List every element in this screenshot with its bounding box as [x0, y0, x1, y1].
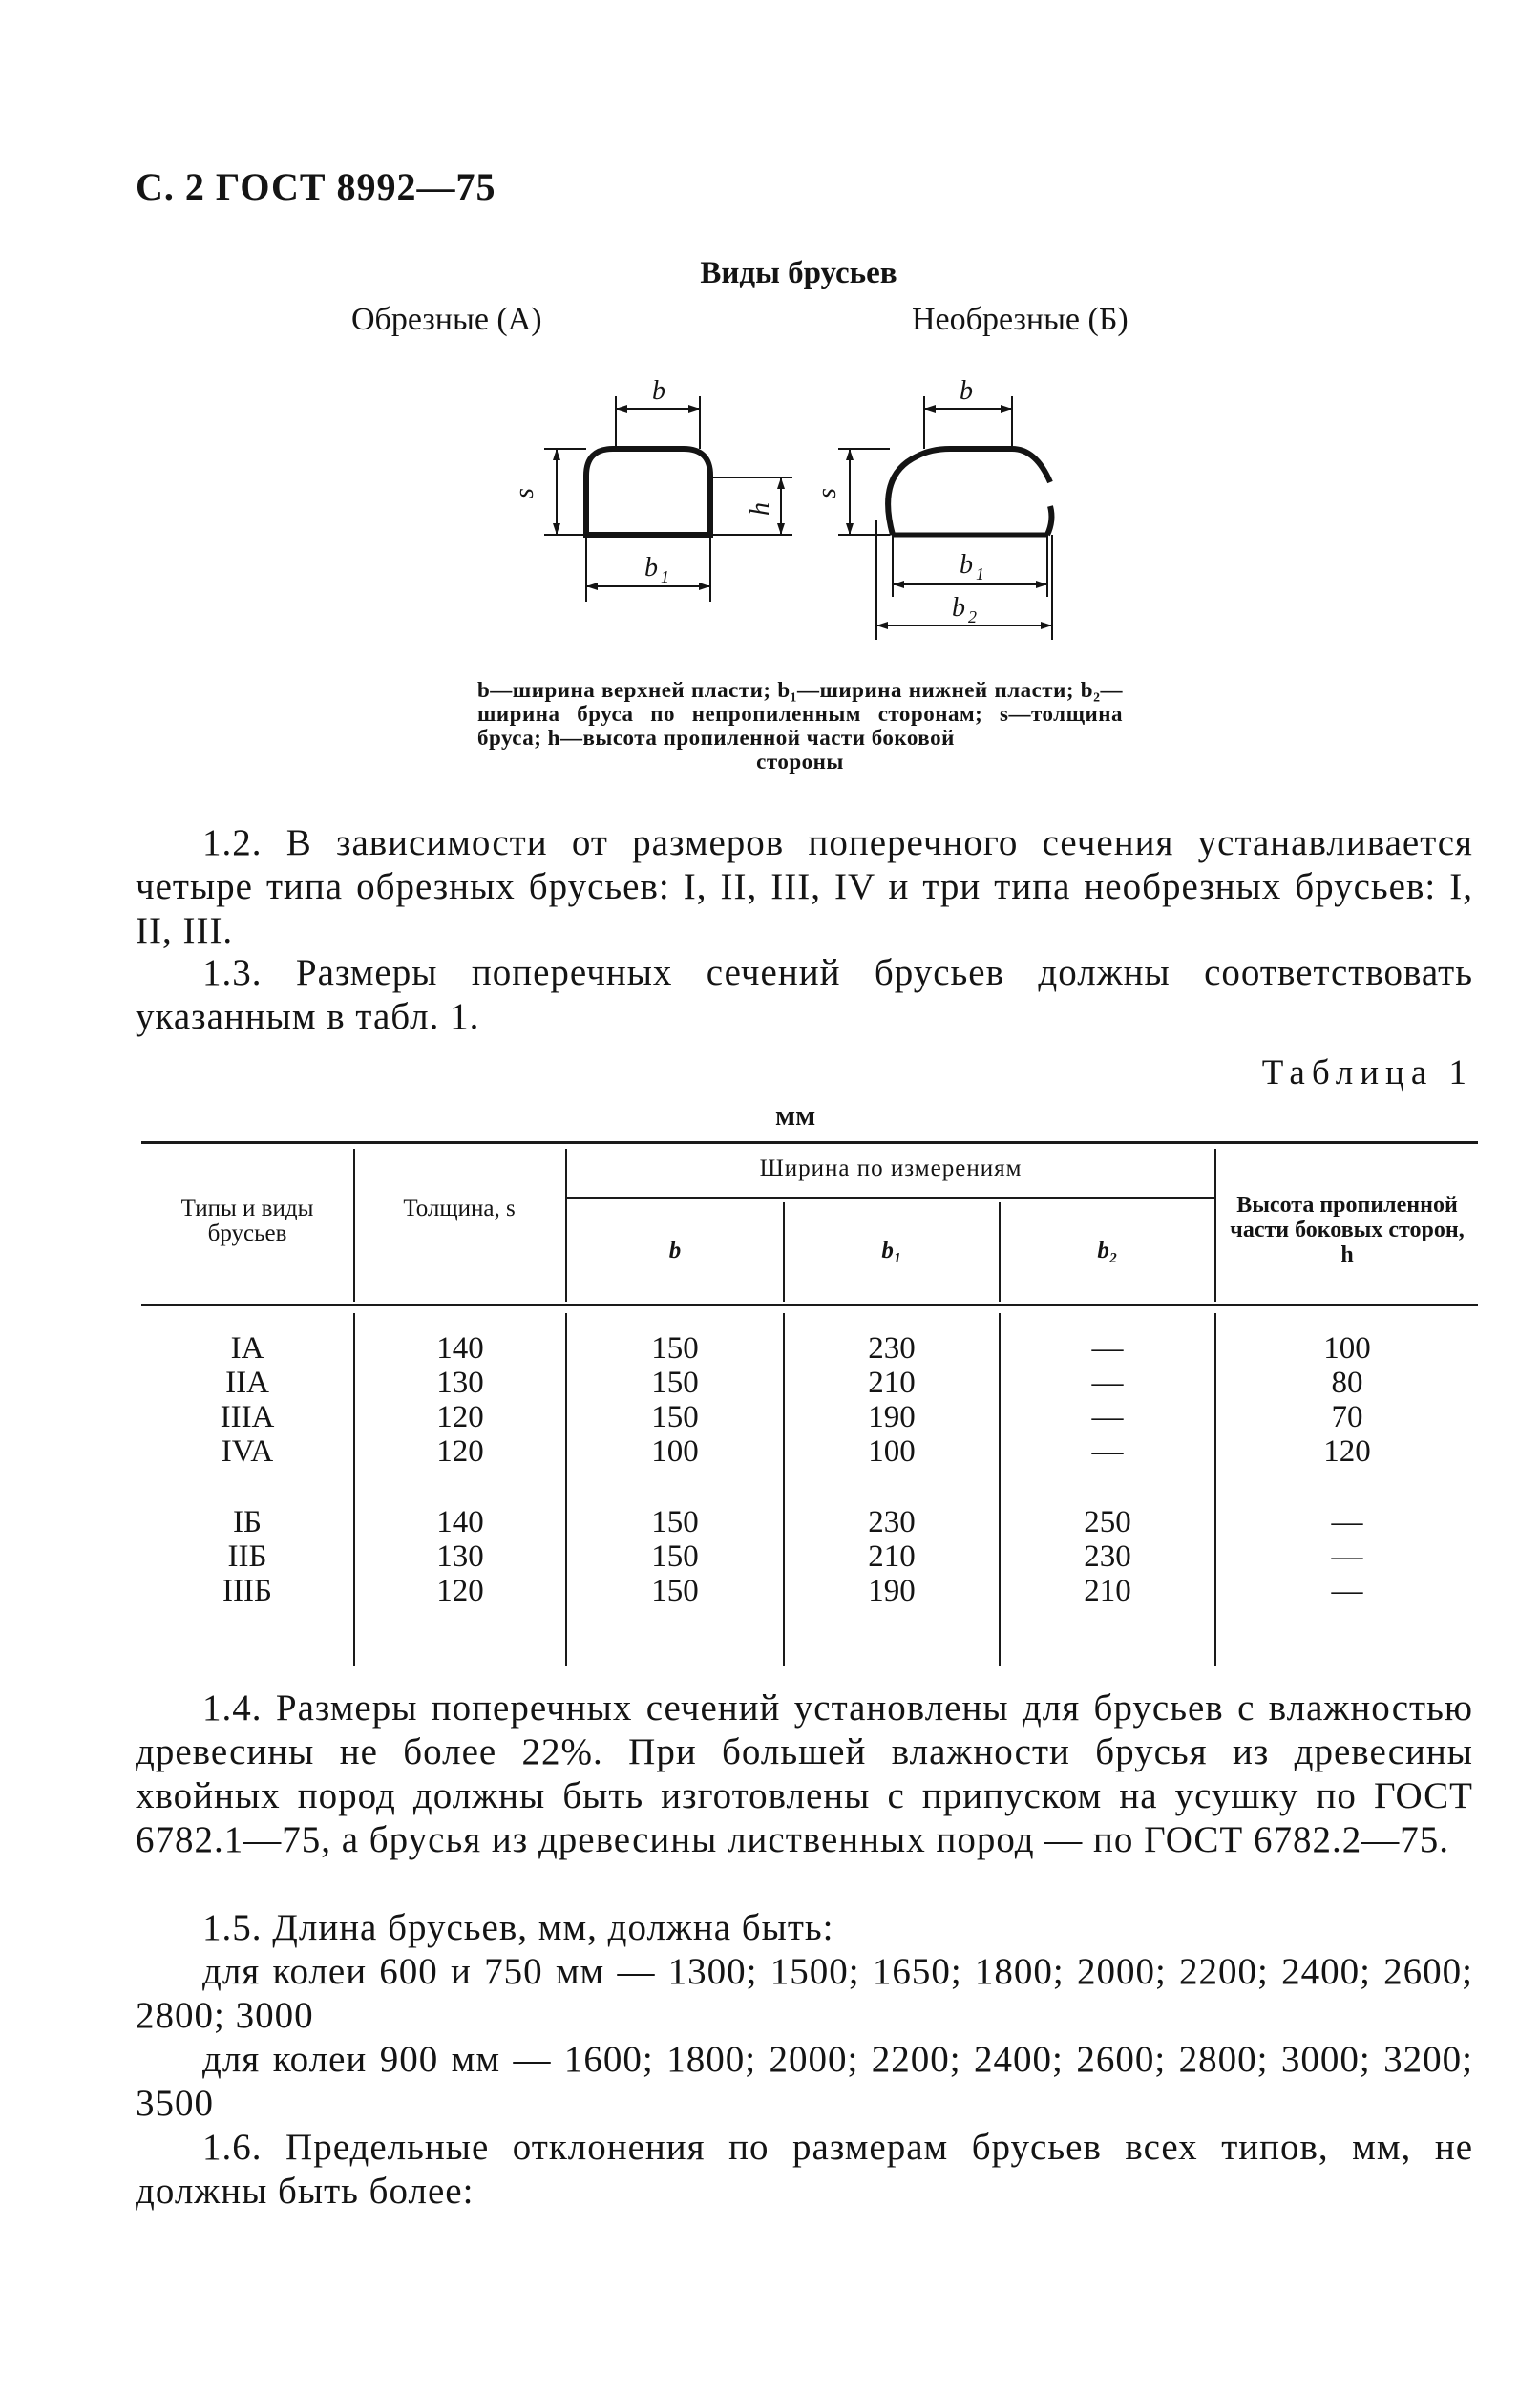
paragraph-1-5-gauge-900: для колеи 900 мм — 1600; 1800; 2000; 2200; 2400; 2600; 2800; 3000; 3200; 3500	[136, 2039, 1473, 2124]
header-b2: b₂	[1097, 1238, 1118, 1263]
table-cell-width-b1: 210	[868, 1539, 916, 1574]
dimensions-table	[141, 1141, 1478, 1671]
table-cell-width-b2: 230	[1084, 1539, 1131, 1574]
table-cell-width-b2: —	[1091, 1434, 1124, 1469]
page-header: С. 2 ГОСТ 8992—75	[136, 165, 496, 208]
table-cell-type: IVA	[221, 1434, 274, 1469]
header-height: Высота пропиленной части боковых сторон, h	[1230, 1193, 1465, 1267]
header-b: b	[668, 1238, 682, 1263]
table-cell-width-b2: 250	[1084, 1505, 1131, 1539]
edged-beam-outline	[586, 449, 710, 535]
beam-sections-diagram	[0, 0, 1540, 668]
table-cell-width-b1: 230	[868, 1505, 916, 1539]
table-cell-width-b: 150	[651, 1574, 699, 1608]
edged-label-b: b	[652, 376, 665, 406]
table-cell-thickness: 140	[436, 1505, 484, 1539]
table-cell-height: 70	[1331, 1400, 1363, 1434]
edged-label-s: s	[510, 488, 539, 498]
table-cell-thickness: 120	[436, 1434, 484, 1469]
table-cell-width-b2: —	[1091, 1366, 1124, 1400]
table-cell-width-b1: 230	[868, 1331, 916, 1366]
table-cell-type: IIБ	[227, 1539, 267, 1574]
unedged-label-s: s	[812, 488, 842, 498]
unedged-label-b2: b	[952, 593, 965, 623]
table-cell-height: —	[1331, 1539, 1363, 1574]
table-cell-type: IIIБ	[222, 1574, 272, 1608]
unedged-label-b1-sub: 1	[976, 564, 984, 583]
table-label: Таблица 1	[1261, 1053, 1473, 1092]
figure-caption-right: Необрезные (Б)	[912, 302, 1129, 337]
table-cell-thickness: 130	[436, 1366, 484, 1400]
figure-legend	[477, 678, 1123, 774]
table-cell-width-b: 150	[651, 1331, 699, 1366]
header-thickness: Толщина, s	[403, 1196, 516, 1221]
table-cell-width-b2: —	[1091, 1331, 1124, 1366]
table-cell-width-b1: 100	[868, 1434, 916, 1469]
table-cell-thickness: 120	[436, 1400, 484, 1434]
table-cell-width-b1: 210	[868, 1366, 916, 1400]
table-cell-height: —	[1331, 1505, 1363, 1539]
paragraph-1-5-gauge-600-750: для колеи 600 и 750 мм — 1300; 1500; 1650; 1800; 2000; 2200; 2400; 2600; 2800; 3000	[136, 1951, 1473, 2036]
table-cell-width-b1: 190	[868, 1574, 916, 1608]
table-cell-thickness: 130	[436, 1539, 484, 1574]
table-cell-height: 80	[1331, 1366, 1363, 1400]
table-cell-width-b: 150	[651, 1400, 699, 1434]
table-cell-type: IA	[230, 1331, 264, 1366]
table-cell-height: —	[1331, 1574, 1363, 1608]
table-cell-height: 120	[1323, 1434, 1371, 1469]
unedged-label-b2-sub: 2	[968, 607, 977, 626]
table-cell-thickness: 120	[436, 1574, 484, 1608]
paragraph-1-6: 1.6. Предельные отклонения по размерам брусьев всех типов, мм, не должны быть более:	[136, 2127, 1473, 2212]
table-cell-type: IБ	[233, 1505, 262, 1539]
unedged-beam-outline	[888, 449, 1050, 535]
table-cell-type: IIA	[225, 1366, 269, 1400]
table-cell-height: 100	[1323, 1331, 1371, 1366]
unedged-label-b: b	[960, 376, 973, 406]
header-width-group: Ширина по измерениям	[759, 1156, 1023, 1181]
table-cell-width-b: 150	[651, 1366, 699, 1400]
table-cell-width-b: 150	[651, 1539, 699, 1574]
table-cell-width-b: 150	[651, 1505, 699, 1539]
edged-label-h: h	[746, 502, 775, 516]
paragraph-1-4: 1.4. Размеры поперечных сечений установлены для брусьев с влажностью древесины не более 22%. При большей влажности брусья из древесины хвойных пород должны быть изготовлены с припуском на усушку по ГОСТ 6782.1—75, а брусья из древесины лиственных пород — по ГОСТ 6782.2—75.	[136, 1687, 1473, 1860]
table-cell-thickness: 140	[436, 1331, 484, 1366]
unedged-label-b1: b	[960, 550, 973, 580]
figure-legend-last: стороны	[756, 750, 844, 774]
figure-caption-left: Обрезные (А)	[351, 302, 542, 337]
header-types: Типы и виды брусьев	[180, 1196, 314, 1246]
table-cell-width-b1: 190	[868, 1400, 916, 1434]
edged-label-b1-sub: 1	[661, 567, 669, 586]
table-cell-width-b2: —	[1091, 1400, 1124, 1434]
header-b1: b₁	[881, 1238, 902, 1263]
table-cell-width-b2: 210	[1084, 1574, 1131, 1608]
paragraph-1-2: 1.2. В зависимости от размеров поперечного сечения устанавливается четыре типа обрезных брусьев: I, II, III, IV и три типа необрезных брусьев: I, II, III.	[136, 822, 1473, 951]
table-unit: мм	[775, 1098, 816, 1132]
edged-label-b1: b	[644, 553, 658, 583]
paragraph-1-3: 1.3. Размеры поперечных сечений брусьев должны соответствовать указанным в табл. 1.	[136, 952, 1473, 1037]
figure-title: Виды брусьев	[700, 256, 897, 290]
table-cell-type: IIIA	[220, 1400, 275, 1434]
paragraph-1-5: 1.5. Длина брусьев, мм, должна быть:	[202, 1907, 834, 1948]
figure-legend-text: b—ширина верхней пласти; b₁—ширина нижней пласти; b₂—ширина бруса по непропиленным сторонам; s—толщина бруса; h—высота пропиленной части боковой	[477, 678, 1123, 750]
table-cell-width-b: 100	[651, 1434, 699, 1469]
